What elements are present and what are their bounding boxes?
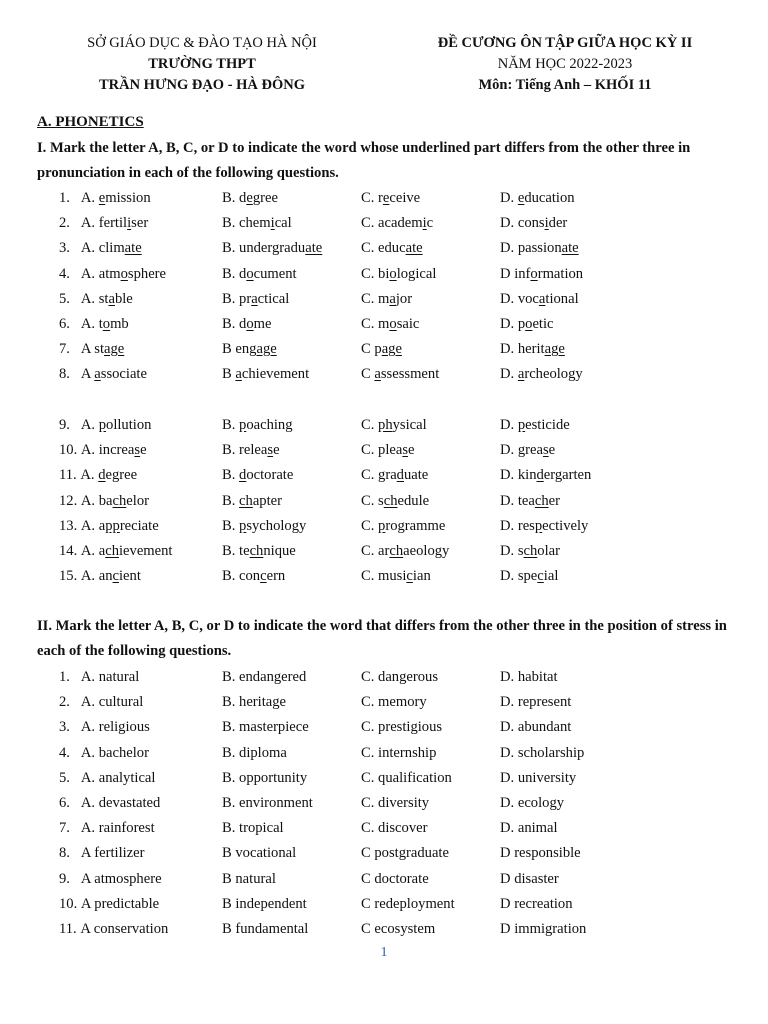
page-number: 1 <box>380 945 388 960</box>
question-number: 1. <box>59 669 81 685</box>
question-row <box>0 413 768 438</box>
answer-option-a: 15. A. ancient <box>59 568 141 585</box>
answer-option-a: 4. A. bachelor <box>59 744 149 761</box>
question-row <box>0 892 768 917</box>
question-row <box>0 337 768 362</box>
answer-option-d: D disaster <box>500 870 559 887</box>
answer-option-b: B independent <box>222 895 307 912</box>
answer-option-b: B. diploma <box>222 744 287 761</box>
answer-option-d: D responsible <box>500 845 581 862</box>
answer-option-b: B. document <box>222 265 297 282</box>
answer-option-b: B. practical <box>222 290 290 307</box>
question-number: 6. <box>59 315 81 332</box>
answer-option-a: 5. A. stable <box>59 290 133 307</box>
answer-option-d: D. consider <box>500 215 568 232</box>
question-row <box>0 690 768 715</box>
answer-option-a: 1. A. emission <box>59 190 151 206</box>
answer-option-a: 10. A. increase <box>59 442 147 459</box>
answer-option-d: D. ecology <box>500 794 565 811</box>
answer-option-d: D. grease <box>500 442 556 459</box>
answer-option-a: 10. A predictable <box>59 895 160 912</box>
question-number: 8. <box>59 845 81 862</box>
answer-option-c: C. memory <box>361 694 427 711</box>
answer-option-b: B. tropical <box>222 820 284 837</box>
question-number: 6. <box>59 794 81 811</box>
answer-option-b: B. heritage <box>222 694 287 711</box>
answer-option-c: C. programme <box>361 517 446 534</box>
question-row <box>0 236 768 261</box>
question-row <box>0 741 768 766</box>
question-number: 4. <box>59 265 81 282</box>
answer-option-c: C. qualification <box>361 769 452 786</box>
question-row <box>0 715 768 740</box>
question-number: 8. <box>59 366 81 383</box>
answer-option-b: B. doctorate <box>222 467 294 484</box>
question-number: 4. <box>59 744 81 761</box>
question-number: 11. <box>59 920 81 937</box>
question-row <box>0 186 768 211</box>
subject-grade: Môn: Tiếng Anh – KHỐI 11 <box>478 77 652 93</box>
question-number: 15. <box>59 568 81 585</box>
school-year: NĂM HỌC 2022-2023 <box>497 56 633 72</box>
school-name: TRẦN HƯNG ĐẠO - HÀ ĐÔNG <box>98 77 306 93</box>
answer-option-d: D. heritage <box>500 341 565 358</box>
question-number: 13. <box>59 517 81 534</box>
question-number: 7. <box>59 341 81 358</box>
answer-option-b: B. opportunity <box>222 769 308 786</box>
answer-option-b: B fundamental <box>222 920 309 937</box>
question-number: 11. <box>59 467 81 484</box>
answer-option-d: D. passionate <box>500 240 579 257</box>
question-row <box>0 312 768 337</box>
question-number: 14. <box>59 542 81 559</box>
answer-option-b: B natural <box>222 870 276 887</box>
answer-option-b: B. masterpiece <box>222 719 309 736</box>
answer-option-c: C. biological <box>361 265 437 282</box>
answer-option-c: C. musician <box>361 568 431 585</box>
question-row <box>0 816 768 841</box>
answer-option-a: 7. A. rainforest <box>59 820 155 837</box>
answer-option-a: 3. A. religious <box>59 719 150 736</box>
answer-option-d: D. vocational <box>500 290 579 307</box>
answer-option-d: D. university <box>500 769 577 786</box>
answer-option-c: C postgraduate <box>361 845 449 862</box>
question-number: 9. <box>59 417 81 433</box>
answer-option-a: 2. A. fertiliser <box>59 215 149 232</box>
answer-option-c: C. receive <box>361 190 421 206</box>
answer-option-a: 13. A. appreciate <box>59 517 159 534</box>
answer-option-c: C. please <box>361 442 415 459</box>
answer-option-b: B engage <box>222 341 277 358</box>
answer-option-c: C doctorate <box>361 870 429 887</box>
answer-option-c: C. educate <box>361 240 423 257</box>
answer-option-a: 8. A associate <box>59 366 147 383</box>
question-row <box>0 211 768 236</box>
answer-option-b: B. concern <box>222 568 286 585</box>
answer-option-c: C. major <box>361 290 413 307</box>
question-number: 10. <box>59 895 81 912</box>
answer-option-c: C. schedule <box>361 492 430 509</box>
answer-option-c: C. internship <box>361 744 437 761</box>
question-row <box>0 791 768 816</box>
answer-option-a: 6. A. tomb <box>59 315 129 332</box>
answer-option-c: C. prestigious <box>361 719 443 736</box>
question-row <box>0 841 768 866</box>
question-row <box>0 463 768 488</box>
answer-option-d: D. pesticide <box>500 417 570 433</box>
answer-option-a: 9. A atmosphere <box>59 870 162 887</box>
answer-option-b: B. psychology <box>222 517 307 534</box>
question-row <box>0 867 768 892</box>
question-number: 2. <box>59 694 81 711</box>
part1-question-list-b <box>0 413 768 589</box>
answer-option-a: 9. A. pollution <box>59 417 152 433</box>
question-row <box>0 438 768 463</box>
answer-option-a: 8. A fertilizer <box>59 845 145 862</box>
question-number: 5. <box>59 769 81 786</box>
answer-option-d: D. scholar <box>500 542 560 559</box>
answer-option-d: D. teacher <box>500 492 560 509</box>
header-right <box>410 33 720 96</box>
answer-option-a: 3. A. climate <box>59 240 142 257</box>
answer-option-c: C. discover <box>361 820 428 837</box>
answer-option-c: C. dangerous <box>361 669 439 685</box>
answer-option-a: 1. A. natural <box>59 669 140 685</box>
answer-option-a: 4. A. atmosphere <box>59 265 167 282</box>
answer-option-d: D. education <box>500 190 575 206</box>
answer-option-c: C page <box>361 341 402 358</box>
question-row <box>0 917 768 942</box>
question-number: 12. <box>59 492 81 509</box>
answer-option-b: B. environment <box>222 794 313 811</box>
question-number: 3. <box>59 719 81 736</box>
answer-option-a: 5. A. analytical <box>59 769 156 786</box>
answer-option-d: D. special <box>500 568 559 585</box>
document-title: ĐỀ CƯƠNG ÔN TẬP GIỮA HỌC KỲ II <box>437 35 693 51</box>
question-row <box>0 514 768 539</box>
answer-option-b: B. technique <box>222 542 296 559</box>
answer-option-c: C redeployment <box>361 895 455 912</box>
question-row <box>0 287 768 312</box>
answer-option-b: B. chapter <box>222 492 282 509</box>
section-title: A. PHONETICS <box>37 114 144 130</box>
answer-option-b: B achievement <box>222 366 310 383</box>
answer-option-d: D. archeology <box>500 366 583 383</box>
answer-option-d: D. respectively <box>500 517 589 534</box>
answer-option-b: B. poaching <box>222 417 293 433</box>
question-row <box>0 262 768 287</box>
question-row <box>0 539 768 564</box>
answer-option-c: C. academic <box>361 215 434 232</box>
answer-option-a: 6. A. devastated <box>59 794 161 811</box>
answer-option-d: D. animal <box>500 820 558 837</box>
answer-option-d: D information <box>500 265 584 282</box>
answer-option-b: B. endangered <box>222 669 307 685</box>
answer-option-a: 11. A conservation <box>59 920 169 937</box>
question-row <box>0 362 768 387</box>
answer-option-a: 14. A. achievement <box>59 542 173 559</box>
question-number: 10. <box>59 442 81 459</box>
answer-option-d: D. scholarship <box>500 744 585 761</box>
question-row <box>0 766 768 791</box>
part1-instruction: I. Mark the letter A, B, C, or D to indicate the word whose underlined part differs from the other three in pronunciation in each of the following questions. <box>37 140 691 181</box>
answer-option-b: B. undergraduate <box>222 240 323 257</box>
part2-instruction: II. Mark the letter A, B, C, or D to indicate the word that differs from the other three in the position of stress in each of the following questions. <box>37 618 727 659</box>
question-row <box>0 564 768 589</box>
answer-option-b: B. chemical <box>222 215 292 232</box>
answer-option-b: B. release <box>222 442 280 459</box>
answer-option-a: 7. A stage <box>59 341 125 358</box>
answer-option-c: C. archaeology <box>361 542 450 559</box>
answer-option-b: B vocational <box>222 845 297 862</box>
answer-option-c: C. graduate <box>361 467 429 484</box>
answer-option-c: C ecosystem <box>361 920 436 937</box>
part1-question-list-a <box>0 186 768 388</box>
answer-option-c: C. diversity <box>361 794 430 811</box>
answer-option-a: 11. A. degree <box>59 467 138 484</box>
school-type: TRƯỜNG THPT <box>148 56 256 72</box>
question-number: 3. <box>59 240 81 257</box>
department-name: SỞ GIÁO DỤC & ĐÀO TẠO HÀ NỘI <box>87 35 317 51</box>
answer-option-b: B. degree <box>222 190 278 206</box>
answer-option-a: 2. A. cultural <box>59 694 144 711</box>
question-number: 2. <box>59 215 81 232</box>
answer-option-a: 12. A. bachelor <box>59 492 149 509</box>
answer-option-d: D. habitat <box>500 669 558 685</box>
question-number: 7. <box>59 820 81 837</box>
question-row <box>0 489 768 514</box>
question-number: 1. <box>59 190 81 206</box>
answer-option-d: D. represent <box>500 694 572 711</box>
part2-question-list <box>0 665 768 942</box>
question-number: 5. <box>59 290 81 307</box>
answer-option-d: D. poetic <box>500 315 554 332</box>
answer-option-d: D. abundant <box>500 719 572 736</box>
answer-option-b: B. dome <box>222 315 272 332</box>
answer-option-d: D immigration <box>500 920 587 937</box>
answer-option-c: C assessment <box>361 366 440 383</box>
answer-option-d: D recreation <box>500 895 573 912</box>
question-number: 9. <box>59 870 81 887</box>
answer-option-c: C. physical <box>361 417 427 433</box>
header-left <box>62 33 342 96</box>
answer-option-c: C. mosaic <box>361 315 420 332</box>
answer-option-d: D. kindergarten <box>500 467 592 484</box>
question-row <box>0 665 768 690</box>
